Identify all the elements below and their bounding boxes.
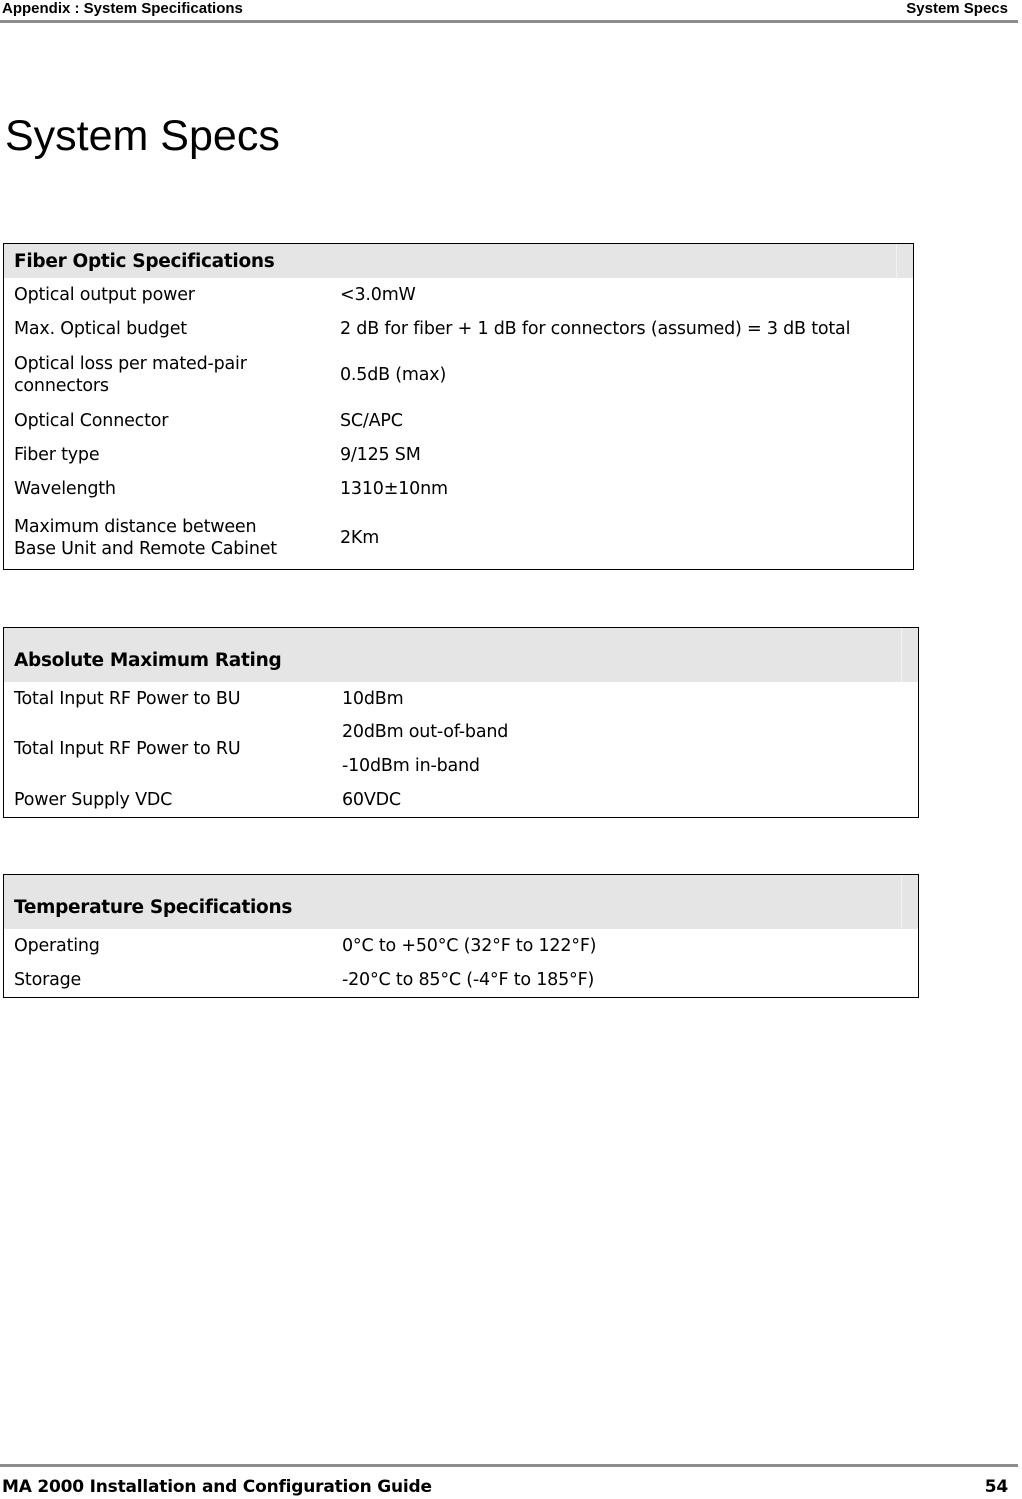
table-row (4, 404, 913, 438)
table-row (4, 963, 918, 997)
table-row (4, 346, 913, 404)
fiber-optic-specs-table (3, 243, 914, 570)
spec-label: Max. Optical budget (14, 319, 187, 339)
table-row (4, 506, 913, 569)
table-heading: Temperature Specifications (4, 875, 918, 929)
table-row (4, 438, 913, 472)
spec-value (340, 715, 918, 783)
spec-value: 9/125 SM (340, 445, 421, 465)
page-number: 54 (984, 1477, 1008, 1497)
spec-value-line: -10dBm in-band (342, 756, 480, 776)
spec-label: Operating (14, 936, 100, 956)
table-row (4, 278, 913, 312)
spec-label: Storage (14, 970, 82, 990)
spec-value: SC/APC (340, 411, 403, 431)
spec-value: 10dBm (342, 688, 404, 709)
spec-value: <3.0mW (340, 285, 416, 305)
table-row (4, 312, 913, 346)
header-page-topic: System Specs (906, 0, 1008, 17)
spec-value: 0°C to +50°C (32°F to 122°F) (342, 936, 597, 956)
spec-label: Optical loss per mated-pair connectors (14, 354, 247, 396)
spec-label: Total Input RF Power to BU (14, 688, 241, 709)
header-section-title: Appendix : System Specifications (2, 0, 243, 17)
table-heading: Fiber Optic Specifications (4, 244, 913, 278)
absolute-max-rating-table (3, 627, 919, 818)
table-heading: Absolute Maximum Rating (4, 628, 918, 682)
page-header (0, 0, 1018, 23)
footer-guide-title: MA 2000 Installation and Configuration Guide (2, 1477, 432, 1497)
temperature-specs-table (3, 874, 919, 998)
spec-value: 1310±10nm (340, 479, 448, 499)
spec-label: Maximum distance between Base Unit and Remote Cabinet (14, 516, 277, 559)
page-title: System Specs (5, 112, 280, 160)
spec-label: Wavelength (14, 479, 116, 499)
table-row (4, 783, 918, 817)
table-row (4, 715, 918, 783)
spec-label: Fiber type (14, 445, 100, 465)
spec-value: 2 dB for fiber + 1 dB for connectors (assumed) = 3 dB total (340, 319, 851, 339)
spec-label: Optical Connector (14, 411, 169, 431)
spec-label: Optical output power (14, 285, 195, 305)
spec-value: 0.5dB (max) (340, 365, 447, 385)
spec-value: 60VDC (342, 790, 401, 810)
spec-label: Total Input RF Power to RU (14, 739, 241, 759)
table-row (4, 682, 918, 715)
spec-value: 2Km (340, 527, 380, 548)
spec-label: Power Supply VDC (14, 790, 173, 810)
table-row (4, 929, 918, 963)
spec-value: -20°C to 85°C (-4°F to 185°F) (342, 970, 595, 990)
page-footer (0, 1464, 1018, 1499)
spec-value-line: 20dBm out-of-band (342, 722, 509, 742)
table-row (4, 472, 913, 506)
